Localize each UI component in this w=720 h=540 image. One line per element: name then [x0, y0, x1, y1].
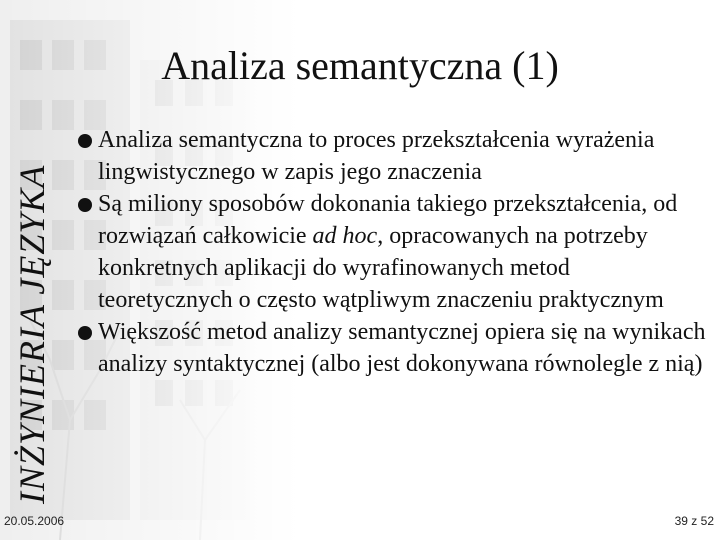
bullet-text: Analiza semantyczna to proces przekształcenia wyrażenia lingwistycznego w zapis jego znaczenia	[98, 127, 655, 185]
bullet-dot-icon	[78, 198, 92, 212]
bullet-item	[76, 316, 706, 380]
footer-page-number: 39 z 52	[674, 514, 714, 528]
bullet-dot-icon	[78, 326, 92, 340]
bullet-item	[76, 124, 706, 188]
bullet-text: Większość metod analizy semantycznej opiera się na wynikach analizy syntaktycznej (albo jest dokonywana równolegle z nią)	[98, 319, 706, 377]
bullet-italic-text: ad hoc	[312, 223, 378, 249]
bullet-text: , opracowanych na potrzeby konkretnych aplikacji do wyrafinowanych metod teoretycznych o często wątpliwym znaczeniu praktycznym	[98, 223, 664, 313]
footer-date: 20.05.2006	[4, 514, 65, 528]
bullet-dot-icon	[78, 134, 92, 148]
slide-title: Analiza semantyczna (1)	[161, 43, 559, 88]
bullet-text: Są miliony sposobów dokonania takiego przekształcenia, od rozwiązań całkowicie	[98, 191, 678, 249]
bullet-list	[76, 124, 706, 380]
vertical-course-title: INŻYNIERIA JĘZYKA	[12, 164, 52, 504]
bullet-item	[76, 188, 706, 316]
